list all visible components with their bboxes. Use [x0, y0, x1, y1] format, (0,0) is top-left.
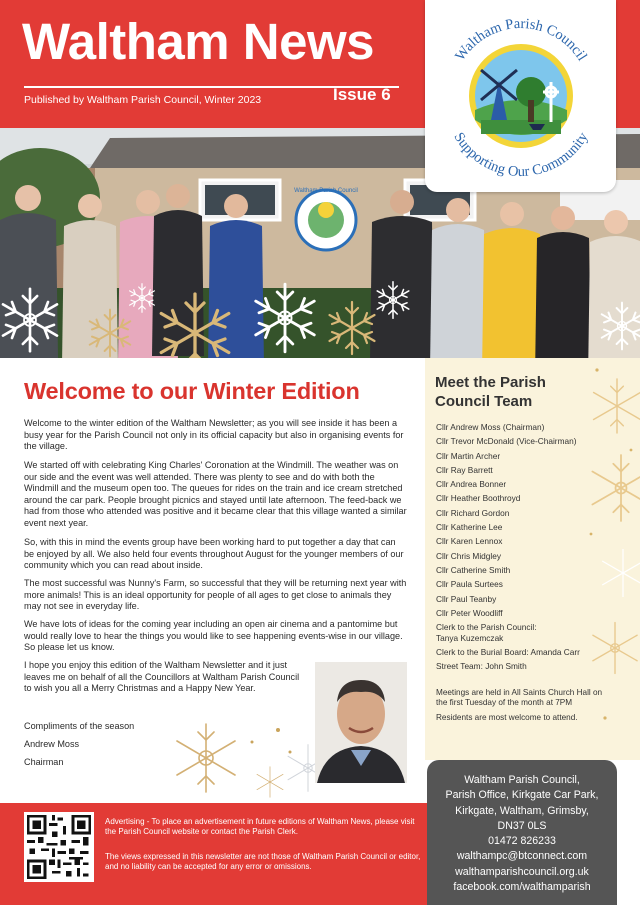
disclaimer-note: The views expressed in this newsletter are not those of Waltham Parish Council or editor, and no liability can be accepted for any error or omissions.	[105, 852, 421, 872]
contact-website[interactable]: walthamparishcouncil.org.uk	[455, 865, 589, 878]
street-team: Street Team: John Smith	[436, 661, 527, 672]
parish-council-logo	[425, 0, 616, 192]
issue-number: Issue 6	[333, 85, 391, 104]
advertising-note: Advertising - To place an advertisement in future editions of Waltham News, please visit the Parish Council website or contact the Parish Clerk.	[105, 817, 415, 837]
contact-address-1: Parish Office, Kirkgate Car Park,	[445, 789, 599, 802]
wall-sign-text: Waltham Parish Council	[294, 188, 358, 194]
signoff-role: Chairman	[24, 757, 64, 767]
parish-clerk: Clerk to the Parish Council: Tanya Kuzemczak	[436, 622, 537, 643]
closing-paragraph: I hope you enjoy this edition of the Waltham Newsletter and it just leaves me on behalf of all the Councillors at Waltham Parish Council to wish you all a Merry Christmas and a Happy New Year.	[24, 660, 300, 694]
meeting-info: Meetings are held in All Saints Church Hall on the first Tuesday of the month at 7PM	[436, 688, 603, 707]
list-item: Cllr Richard Gordon	[436, 507, 510, 518]
logo-top-text: Waltham Parish Council	[452, 15, 590, 64]
coronation-paragraph: We started off with celebrating King Charles' Coronation at the Windmill. The weather was on our side and the event was well attended. There was plenty to see and do with both the Windmill and the museum open too. The queues for rides on the train and ice cream stretched around the car park. People brought picnics and stayed until late afternoon. The feed-back we had from those who attended was positive and it became clear that this village wanted a similar event next year.	[24, 460, 407, 528]
list-item: Cllr Heather Boothroyd	[436, 493, 521, 504]
list-item: Cllr Trevor McDonald (Vice-Chairman)	[436, 436, 577, 447]
events-paragraph: So, with this in mind the events group have been working hard to put together a day that can be enjoyed by all. We also held four events throughout August for the younger members of our community which you can read about inside.	[24, 537, 404, 571]
farm-paragraph: The most successful was Nunny's Farm, so successful that they will be returning next year with more animals! This is an ideal opportunity for people of all ages to get close to animals they may not see in everyday life.	[24, 578, 407, 612]
list-item: Cllr Andrea Bonner	[436, 479, 507, 490]
residents-welcome: Residents are most welcome to attend.	[436, 713, 578, 722]
logo-bottom-text: Supporting Our Community	[450, 129, 592, 181]
list-item: Cllr Martin Archer	[436, 450, 501, 461]
list-item: Cllr Catherine Smith	[436, 564, 511, 575]
list-item: Cllr Chris Midgley	[436, 550, 502, 561]
councillor-list	[436, 420, 580, 674]
publisher-line: Published by Waltham Parish Council, Winter 2023	[24, 94, 262, 106]
contact-email[interactable]: walthampc@btconnect.com	[456, 850, 588, 863]
list-item: Cllr Andrew Moss (Chairman)	[436, 422, 545, 432]
welcome-heading: Welcome to our Winter Edition	[24, 378, 360, 404]
contact-phone[interactable]: 01472 826233	[488, 835, 556, 848]
newsletter-title: Waltham News	[22, 13, 375, 70]
contact-address-2: Kirkgate, Waltham, Grimsby,	[455, 804, 589, 817]
contact-org: Waltham Parish Council,	[464, 774, 580, 786]
list-item: Cllr Katherine Lee	[436, 522, 503, 533]
list-item: Cllr Paul Teanby	[436, 593, 497, 604]
logo-panel	[425, 0, 616, 192]
signoff-compliments: Compliments of the season	[24, 721, 135, 731]
qr-code[interactable]	[24, 812, 94, 882]
burial-board-clerk: Clerk to the Burial Board: Amanda Carr	[436, 647, 580, 658]
ideas-paragraph: We have lots of ideas for the coming year including an open air cinema and a pantomime but would really love to hear the things you would like to see happening events-wise in our village. So please let us know.	[24, 619, 403, 653]
contact-facebook[interactable]: facebook.com/walthamparish	[453, 881, 591, 894]
chairman-portrait	[315, 662, 407, 783]
contact-box	[427, 760, 617, 905]
intro-paragraph: Welcome to the winter edition of the Waltham Newsletter; as you will see inside it has been a busy year for the Parish Council not only in its official capacity but also in organising events for the village.	[24, 418, 404, 452]
list-item: Cllr Ray Barrett	[436, 464, 493, 475]
list-item: Cllr Paula Surtees	[436, 579, 503, 590]
signoff-name: Andrew Moss	[24, 739, 80, 749]
list-item: Cllr Karen Lennox	[436, 536, 503, 547]
list-item: Cllr Peter Woodliff	[436, 607, 503, 618]
contact-postcode: DN37 0LS	[497, 819, 547, 832]
team-heading: Meet the Parish Council Team	[435, 374, 546, 410]
